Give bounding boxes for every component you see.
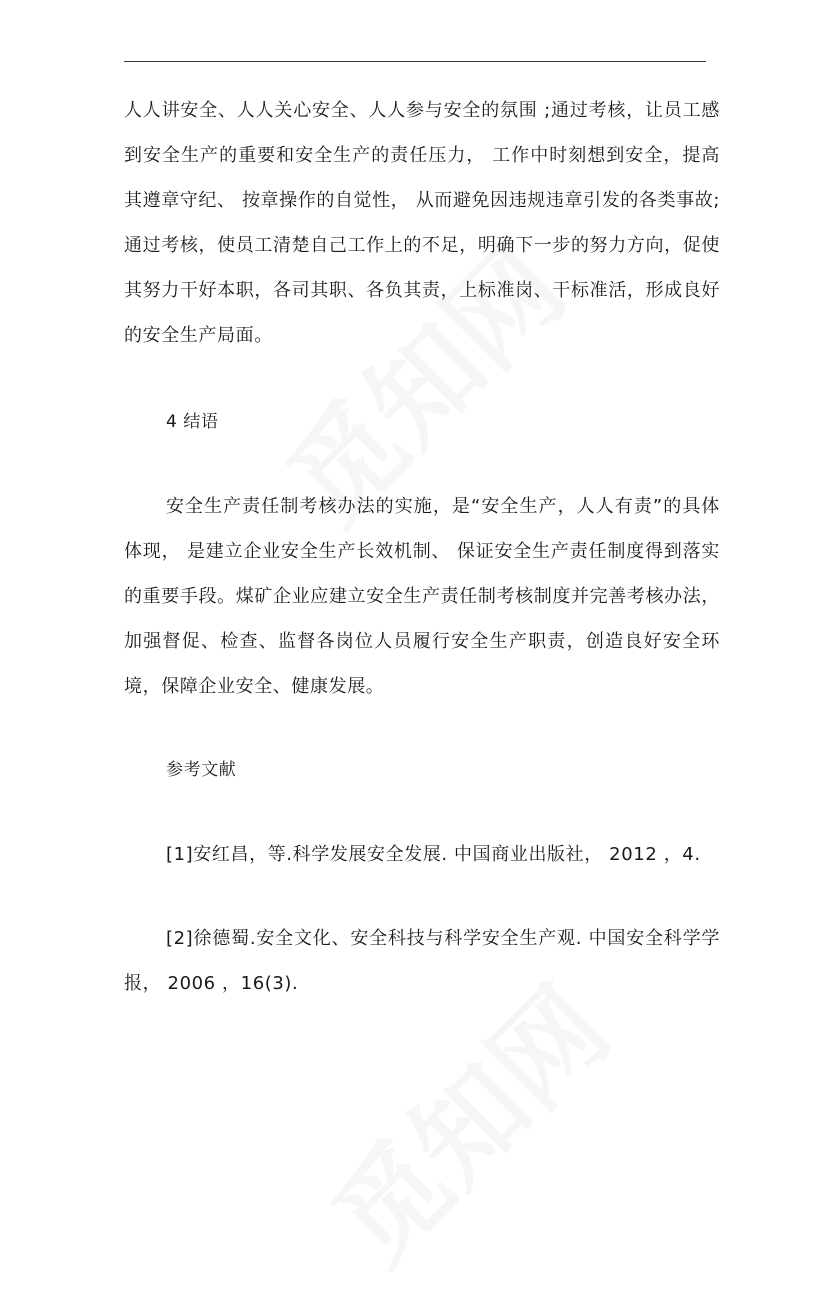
references-title: 参考文献 (166, 760, 237, 780)
header-rule (124, 61, 706, 62)
section-heading: 4 结语 (166, 412, 219, 432)
body-paragraph: 人人讲安全、人人关心安全、人人参与安全的氛围 ;通过考核，让员工感到安全生产的重要和安全生产的责任压力， 工作中时刻想到安全，提高其遵章守纪、 按章操作的自觉性， 从而避免因违规违章引发的各类事故;通过考核，使员工清楚自己工作上的不足，明确下一步的努力方向，促使其努力干好本职，各司其职、各负其责，上标准岗、干标准活，形成良好的安全生产局面。 (124, 100, 720, 346)
reference-item: [2]徐德蜀.安全文化、安全科技与科学安全生产观. 中国安全科学学报， 2006 ，16(3). (124, 928, 720, 994)
document-body (124, 88, 720, 1006)
body-paragraph: 安全生产责任制考核办法的实施，是“安全生产，人人有责”的具体体现， 是建立企业安全生产长效机制、 保证安全生产责任制度得到落实的重要手段。煤矿企业应建立安全生产责任制考核制度并完善考核办法，加强督促、检查、监督各岗位人员履行安全生产职责，创造良好安全环境，保障企业安全、健康发展。 (124, 496, 720, 697)
reference-item: [1]安红昌，等.科学发展安全发展. 中国商业出版社， 2012 ，4. (166, 844, 701, 865)
